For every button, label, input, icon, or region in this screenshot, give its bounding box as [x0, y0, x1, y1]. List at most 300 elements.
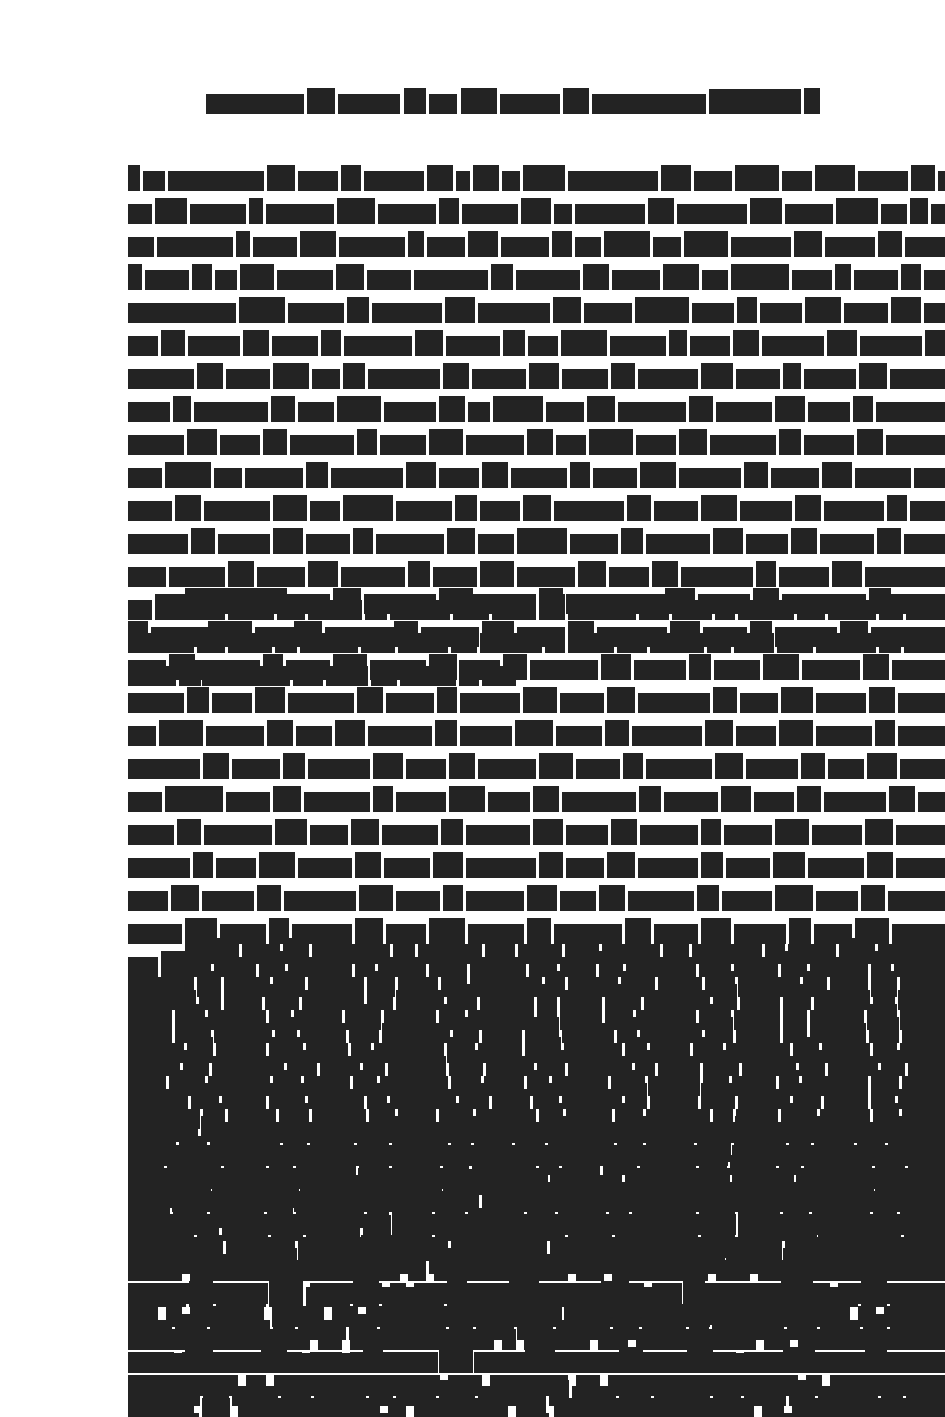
redaction-bar: [331, 468, 403, 488]
redaction-bar: [658, 977, 702, 997]
redaction-bar: [216, 858, 256, 878]
redaction-bar: [744, 462, 768, 488]
redaction-bar: [437, 687, 457, 713]
redaction-bar: [775, 885, 813, 911]
redaction-bar: [792, 270, 832, 290]
redaction-bar: [165, 462, 211, 488]
redaction-bar: [525, 1037, 561, 1063]
redaction-bar: [764, 1329, 790, 1350]
redaction-bar: [570, 462, 590, 488]
redacted-line: [128, 229, 818, 262]
redaction-bar: [276, 1283, 302, 1304]
redaction-bar: [128, 1214, 216, 1235]
redaction-bar: [306, 1043, 348, 1063]
redaction-bar: [333, 588, 361, 614]
redaction-bar: [726, 858, 770, 878]
redaction-bar: [478, 303, 550, 323]
redaction-bar: [896, 825, 945, 845]
redaction-bar: [171, 885, 199, 911]
redaction-bar: [732, 1076, 776, 1096]
redaction-bar: [322, 1214, 356, 1235]
redaction-bar: [468, 231, 498, 257]
redaction-bar: [860, 336, 922, 356]
redaction-bar: [462, 1191, 478, 1212]
redaction-bar: [554, 204, 572, 224]
redaction-bar: [128, 1010, 172, 1030]
redacted-line: [128, 969, 818, 1002]
redaction-bar: [779, 429, 801, 455]
redaction-bar: [358, 1168, 412, 1189]
redaction-bar: [754, 1237, 780, 1258]
redaction-bar: [574, 1191, 754, 1212]
redaction-bar: [758, 1260, 945, 1281]
redaction-bar: [705, 971, 735, 997]
redaction-bar: [610, 336, 666, 356]
redaction-bar: [128, 726, 156, 746]
redaction-bar: [605, 720, 629, 746]
redaction-bar: [224, 977, 270, 997]
redaction-bar: [891, 297, 921, 323]
redaction-bar: [224, 1214, 242, 1235]
redaction-bar: [783, 363, 801, 389]
redaction-bar: [734, 1010, 780, 1030]
redaction-bar: [143, 171, 165, 191]
redaction-bar: [855, 468, 911, 488]
redaction-bar: [193, 852, 213, 878]
redaction-bar: [863, 654, 889, 680]
redaction-bar: [775, 396, 805, 422]
redaction-bar: [576, 1260, 604, 1281]
redaction-bar: [618, 1304, 658, 1325]
redaction-bar: [830, 1375, 945, 1396]
redaction-bar: [731, 237, 791, 257]
redaction-bar: [722, 891, 772, 911]
redaction-bar: [239, 297, 285, 323]
redaction-bar: [470, 977, 542, 997]
redaction-bar: [877, 528, 901, 554]
redaction-bar: [392, 1214, 540, 1235]
redaction-bar: [396, 891, 440, 911]
redaction-bar: [808, 858, 864, 878]
redacted-dense-row: [128, 1260, 818, 1283]
redaction-bar: [310, 501, 340, 521]
redaction-bar: [468, 402, 490, 422]
redaction-bar: [905, 237, 945, 257]
redaction-bar: [439, 588, 473, 614]
redaction-bar: [701, 363, 733, 389]
redaction-bar: [128, 792, 162, 812]
redaction-bar: [825, 237, 875, 257]
redaction-bar: [472, 369, 526, 389]
redaction-bar: [587, 396, 615, 422]
redaction-bar: [795, 495, 821, 521]
redaction-bar: [128, 567, 166, 587]
redaction-bar: [206, 726, 264, 746]
redaction-bar: [351, 819, 379, 845]
redaction-bar: [586, 1214, 706, 1235]
redaction-bar: [568, 977, 618, 997]
redaction-bar: [518, 944, 562, 964]
redaction-bar: [762, 1398, 784, 1417]
redaction-bar: [539, 753, 573, 779]
redaction-bar: [552, 1076, 608, 1096]
redaction-bar: [128, 336, 158, 356]
redaction-bar: [533, 819, 563, 845]
redaction-bar: [308, 977, 364, 997]
redaction-bar: [914, 468, 945, 488]
redacted-line: [128, 361, 818, 394]
redaction-bar: [433, 852, 463, 878]
redaction-bar: [859, 363, 887, 389]
redaction-bar: [128, 693, 184, 713]
redaction-bar: [482, 462, 508, 488]
redacted-line: [128, 1068, 818, 1101]
redaction-bar: [454, 1304, 550, 1325]
redaction-bar: [310, 1352, 342, 1373]
redaction-bar: [862, 1168, 886, 1189]
redaction-bar: [788, 1237, 945, 1258]
redaction-bar: [554, 501, 624, 521]
redaction-bar: [447, 1037, 475, 1063]
redaction-bar: [713, 528, 743, 554]
redaction-bar: [804, 435, 854, 455]
redaction-bar: [298, 171, 338, 191]
redacted-line: [128, 196, 818, 229]
redaction-bar: [357, 687, 383, 713]
redaction-bar: [871, 627, 945, 647]
redaction-bar: [875, 720, 895, 746]
redaction-bar: [169, 1070, 205, 1096]
redaction-bar: [650, 1043, 690, 1063]
redaction-bar: [523, 495, 551, 521]
redaction-bar: [648, 198, 674, 224]
redaction-bar: [343, 363, 365, 389]
redaction-bar: [321, 330, 341, 356]
redaction-bar: [364, 171, 424, 191]
redaction-bar: [294, 1191, 314, 1212]
redaction-bar: [194, 1145, 228, 1166]
redaction-bar: [428, 1307, 452, 1325]
redaction-bar: [373, 786, 393, 812]
redaction-bar: [155, 198, 187, 224]
redaction-bar: [500, 94, 560, 114]
redaction-bar: [537, 1004, 557, 1030]
redaction-bar: [663, 938, 689, 964]
redaction-bar: [368, 726, 432, 746]
redaction-bar: [830, 977, 868, 997]
redaction-bar: [337, 396, 381, 422]
redaction-bar: [484, 1076, 524, 1096]
redaction-bar: [472, 1168, 548, 1189]
redaction-bar: [439, 198, 459, 224]
redaction-bar: [427, 237, 465, 257]
redaction-bar: [911, 165, 935, 191]
redaction-bar: [273, 786, 301, 812]
redaction-bar: [380, 435, 426, 455]
redaction-bar: [455, 495, 477, 521]
redaction-bar: [128, 402, 170, 422]
redaction-bar: [446, 336, 500, 356]
redaction-bar: [597, 627, 667, 647]
redaction-bar: [593, 468, 637, 488]
redaction-bar: [166, 1306, 182, 1327]
redaction-bar: [779, 720, 813, 746]
redaction-bar: [566, 858, 604, 878]
redaction-bar: [212, 693, 252, 713]
redaction-bar: [583, 264, 609, 290]
redaction-bar: [185, 938, 239, 964]
redaction-bar: [367, 971, 395, 997]
redacted-line: [128, 262, 818, 295]
redaction-bar: [283, 938, 309, 964]
redaction-bar: [404, 88, 426, 114]
redaction-bar: [128, 621, 148, 647]
redaction-bar: [128, 825, 174, 845]
redaction-bar: [396, 792, 446, 812]
redaction-bar: [240, 264, 274, 290]
redaction-bar: [808, 402, 850, 422]
redaction-bar: [128, 660, 166, 680]
redaction-bar: [449, 753, 475, 779]
redaction-bar: [480, 561, 514, 587]
redaction-bar: [308, 561, 338, 587]
redacted-dense-row: [128, 1168, 818, 1191]
redaction-bar: [501, 237, 549, 257]
redaction-bar: [128, 1237, 152, 1258]
redaction-bar: [355, 852, 381, 878]
redaction-bar: [318, 1329, 342, 1350]
redaction-bar: [322, 1191, 454, 1212]
redaction-bar: [390, 1283, 406, 1304]
redaction-bar: [416, 1237, 448, 1258]
redaction-bar: [779, 1070, 799, 1096]
redaction-bar: [896, 858, 945, 878]
redaction-bar: [388, 1398, 406, 1417]
redaction-bar: [838, 1283, 945, 1304]
redaction-bar: [781, 687, 813, 713]
redaction-bar: [204, 501, 270, 521]
redaction-bar: [243, 330, 269, 356]
redaction-bar: [925, 330, 945, 356]
redaction-bar: [204, 825, 272, 845]
redaction-bar: [827, 330, 857, 356]
redaction-bar: [336, 1168, 350, 1189]
redaction-bar: [185, 588, 287, 614]
redaction-bar: [418, 944, 482, 964]
redaction-bar: [302, 1237, 408, 1258]
redaction-bar: [414, 270, 488, 290]
redacted-line: [128, 394, 818, 427]
redaction-bar: [904, 534, 945, 554]
redaction-bar: [446, 1352, 466, 1373]
redaction-bar: [273, 1070, 301, 1096]
redaction-bar: [737, 297, 757, 323]
redaction-bar: [257, 567, 305, 587]
redaction-bar: [602, 944, 660, 964]
redaction-bar: [566, 594, 662, 614]
redaction-bar: [568, 621, 594, 647]
redaction-bar: [208, 1076, 270, 1096]
redaction-bar: [791, 528, 817, 554]
redaction-bar: [190, 1260, 400, 1281]
redaction-bar: [382, 825, 438, 845]
redaction-bar: [724, 825, 772, 845]
redaction-bar: [618, 402, 686, 422]
redaction-bar: [681, 567, 753, 587]
redaction-bar: [710, 435, 776, 455]
redaction-bar: [782, 171, 812, 191]
redaction-bar: [448, 1375, 482, 1396]
redaction-bar: [214, 468, 242, 488]
redaction-bar: [774, 1168, 788, 1189]
redaction-bar: [250, 1214, 314, 1235]
redaction-bar: [173, 396, 191, 422]
redaction-bar: [523, 687, 557, 713]
redaction-bar: [128, 1352, 174, 1373]
redaction-bar: [478, 534, 514, 554]
redaction-bar: [128, 1329, 310, 1350]
redaction-bar: [578, 561, 606, 587]
redaction-bar: [527, 429, 553, 455]
redaction-bar: [128, 369, 194, 389]
redaction-bar: [750, 621, 772, 647]
redaction-bar: [556, 435, 586, 455]
redaction-bar: [517, 528, 567, 554]
redaction-bar: [429, 94, 457, 114]
redaction-bar: [881, 204, 907, 224]
redaction-bar: [449, 786, 485, 812]
redaction-bar: [386, 693, 434, 713]
redaction-bar: [639, 786, 661, 812]
redacted-line: [128, 619, 818, 652]
redaction-bar: [128, 977, 194, 997]
redaction-bar: [272, 336, 318, 356]
redaction-bar: [798, 1329, 945, 1350]
redaction-bar: [892, 924, 945, 944]
redaction-bar: [806, 1375, 822, 1396]
redaction-bar: [636, 1010, 696, 1030]
redaction-bar: [803, 971, 827, 997]
redaction-bar: [783, 1004, 807, 1030]
redaction-bar: [226, 792, 270, 812]
redaction-bar: [861, 885, 885, 911]
redaction-bar: [128, 891, 168, 911]
redaction-bar: [871, 1070, 899, 1096]
redaction-bar: [766, 1145, 945, 1166]
redaction-bar: [753, 588, 779, 614]
redaction-bar: [797, 786, 821, 812]
redaction-bar: [516, 1398, 546, 1417]
redaction-bar: [357, 429, 377, 455]
redaction-bar: [393, 938, 415, 964]
redaction-bar: [202, 891, 254, 911]
redaction-bar: [304, 1076, 350, 1096]
redaction-bar: [565, 938, 599, 964]
redaction-bar: [664, 792, 718, 812]
redaction-bar: [128, 534, 188, 554]
redaction-bar: [474, 1352, 700, 1373]
redaction-bar: [608, 1375, 798, 1396]
redaction-bar: [523, 165, 565, 191]
redaction-bar: [441, 819, 463, 845]
redaction-bar: [490, 1375, 568, 1396]
redaction-bar: [456, 171, 470, 191]
redaction-bar: [353, 528, 373, 554]
redaction-bar: [816, 693, 866, 713]
redaction-bar: [273, 528, 303, 554]
redaction-bar: [466, 858, 536, 878]
redaction-bar: [663, 264, 699, 290]
redaction-bar: [128, 435, 184, 455]
redaction-bar: [628, 891, 694, 911]
redaction-bar: [255, 687, 285, 713]
redaction-bar: [353, 1070, 377, 1096]
redaction-bar: [310, 825, 348, 845]
redaction-bar: [128, 1043, 184, 1063]
redaction-bar: [858, 171, 908, 191]
redaction-bar: [701, 495, 737, 521]
redaction-bar: [890, 369, 945, 389]
redaction-bar: [439, 1004, 465, 1030]
redaction-bar: [731, 264, 789, 290]
redaction-bar: [580, 1237, 746, 1258]
redaction-bar: [421, 627, 479, 647]
redaction-bar: [502, 171, 520, 191]
redaction-bar: [190, 1306, 264, 1327]
redaction-bar: [273, 495, 307, 521]
redaction-bar: [625, 1037, 647, 1063]
redaction-bar: [560, 891, 596, 911]
redaction-bar: [517, 627, 565, 647]
redaction-bar: [168, 171, 264, 191]
redaction-bar: [632, 726, 702, 746]
redaction-bar: [508, 1145, 628, 1166]
redaction-bar: [592, 1122, 945, 1143]
redaction-bar: [539, 852, 563, 878]
redaction-bar: [249, 198, 263, 224]
redaction-bar: [269, 1004, 291, 1030]
redaction-bar: [702, 270, 728, 290]
redaction-bar: [556, 726, 602, 746]
redaction-bar: [263, 429, 287, 455]
redaction-bar: [669, 330, 687, 356]
redaction-bar: [640, 825, 698, 845]
redacted-line: [128, 586, 818, 619]
redaction-bar: [836, 198, 878, 224]
redaction-bar: [307, 88, 335, 114]
redaction-bar: [609, 567, 649, 587]
redacted-dense-row: [128, 1375, 818, 1398]
redaction-bar: [232, 759, 280, 779]
redaction-bar: [705, 720, 733, 746]
redaction-bar: [835, 264, 851, 290]
redaction-bar: [822, 1043, 870, 1063]
redaction-bar: [612, 1260, 708, 1281]
redacted-line: [128, 652, 818, 685]
redaction-bar: [443, 363, 469, 389]
redaction-bar: [708, 1352, 736, 1373]
redaction-bar: [692, 944, 762, 964]
redaction-bar: [128, 858, 190, 878]
redaction-bar: [378, 204, 436, 224]
redaction-bar: [396, 501, 452, 521]
redaction-bar: [433, 567, 477, 587]
redaction-bar: [187, 429, 217, 455]
redaction-bar: [898, 726, 945, 746]
redaction-bar: [910, 198, 928, 224]
redaction-bar: [832, 561, 862, 587]
redaction-bar: [804, 88, 820, 114]
